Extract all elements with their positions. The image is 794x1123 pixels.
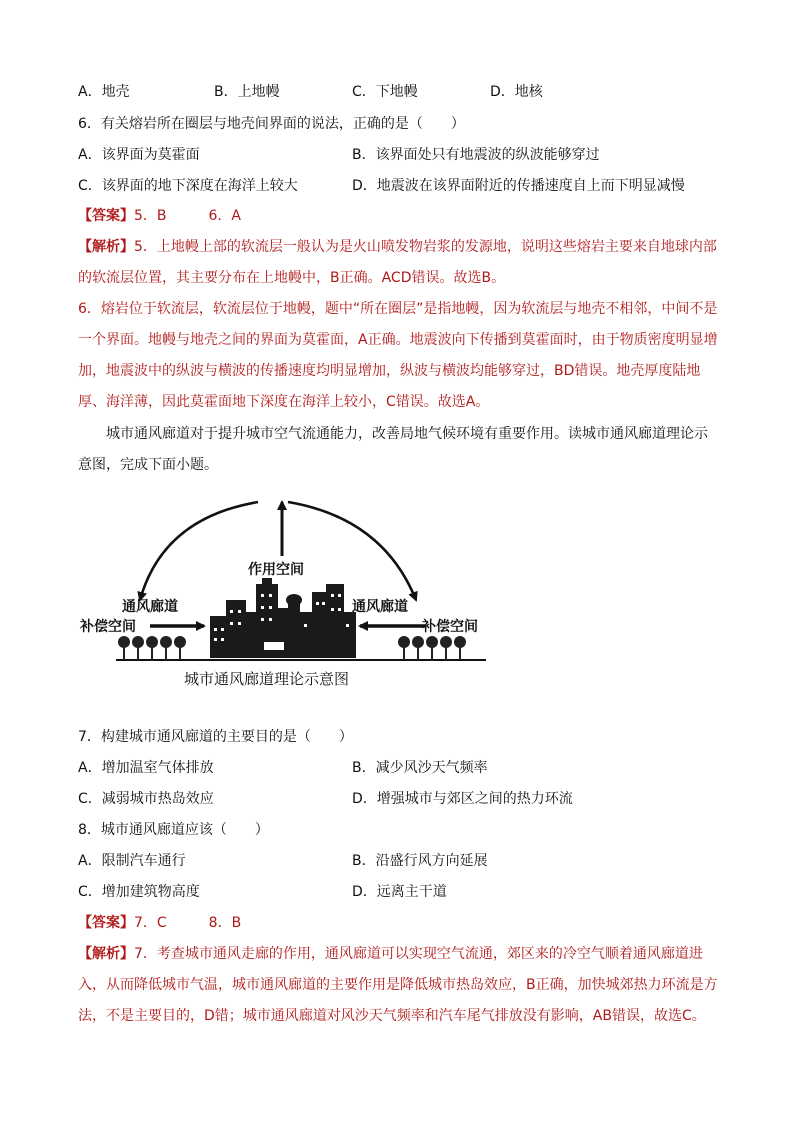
q8-option-c: C．增加建筑物高度	[78, 884, 200, 900]
answer-block-1	[78, 206, 241, 226]
answer-text: 7．C 8．B	[134, 915, 242, 931]
answer-label: 【答案】	[78, 208, 134, 224]
ventilation-corridor-diagram	[78, 488, 498, 698]
q7-option-b: B．减少风沙天气频率	[352, 760, 488, 776]
q6-stem: 6．有关熔岩所在圈层与地壳间界面的说法，正确的是（ ）	[78, 116, 465, 132]
q6-option-b: B．该界面处只有地震波的纵波能够穿过	[352, 147, 600, 163]
q4-option-a: A．地壳	[78, 84, 130, 100]
figure-caption: 城市通风廊道理论示意图	[184, 670, 350, 688]
analysis-5	[78, 232, 718, 294]
q7-stem: 7．构建城市通风廊道的主要目的是（ ）	[78, 729, 353, 745]
q4-option-b: B．上地幔	[214, 84, 280, 100]
answer-text: 5．B 6．A	[134, 208, 241, 224]
label-corridor-left: 通风廊道	[122, 599, 178, 615]
q8-stem: 8．城市通风廊道应该（ ）	[78, 822, 269, 838]
q6-option-c: C．该界面的地下深度在海洋上较大	[78, 178, 298, 194]
label-compensation-left: 补偿空间	[80, 619, 136, 635]
answer-block-2	[78, 913, 241, 933]
q6-option-a: A．该界面为莫霍面	[78, 147, 200, 163]
q7-option-a: A．增加温室气体排放	[78, 760, 214, 776]
label-action-space: 作用空间	[248, 562, 304, 578]
right-arc-arrow	[288, 502, 416, 600]
right-trees	[398, 636, 466, 660]
intro-text: 城市通风廊道对于提升城市空气流通能力，改善局地气候环境有重要作用。读城市通风廊道理论示意图，完成下面小题。	[78, 426, 708, 473]
q8-option-d: D．远离主干道	[352, 884, 447, 900]
label-compensation-right: 补偿空间	[422, 619, 478, 635]
q6-option-d: D．地震波在该界面附近的传播速度自上而下明显减慢	[352, 178, 685, 194]
left-arc-arrow	[140, 502, 258, 600]
analysis-label: 【解析】	[78, 239, 134, 255]
analysis-label: 【解析】	[78, 946, 134, 962]
q4-option-d: D．地核	[490, 84, 543, 100]
analysis-5-text: 5．上地幔上部的软流层一般认为是火山喷发物岩浆的发源地，说明这些熔岩主要来自地球内部的软流层位置，其主要分布在上地幔中，B正确。ACD错误。故选B。	[78, 239, 717, 286]
q4-option-c: C．下地幔	[352, 84, 418, 100]
analysis-6: 6．熔岩位于软流层，软流层位于地幔，题中“所在圈层”是指地幔，因为软流层与地壳不相邻，中间不是一个界面。地幔与地壳之间的界面为莫霍面，A正确。地震波向下传播到莫霍面时，由于物质密度明显增加，地震波中的纵波与横波的传播速度均明显增加，纵波与横波均能够穿过，BD错误。地壳厚度陆地厚、海洋薄，因此莫霍面地下深度在海洋上较小，C错误。故选A。	[78, 301, 718, 410]
q8-option-b: B．沿盛行风方向延展	[352, 853, 488, 869]
analysis-7	[78, 939, 718, 1032]
left-trees	[118, 636, 186, 660]
q7-option-c: C．减弱城市热岛效应	[78, 791, 214, 807]
analysis-7-text: 7．考查城市通风走廊的作用，通风廊道可以实现空气流通，郊区来的冷空气顺着通风廊道进入，从而降低城市气温，城市通风廊道的主要作用是降低城市热岛效应，B正确，加快城郊热力环流是方法，不是主要目的，D错；城市通风廊道对风沙天气频率和汽车尾气排放没有影响，AB错误，故选C。	[78, 946, 718, 1024]
q8-option-a: A．限制汽车通行	[78, 853, 186, 869]
label-corridor-right: 通风廊道	[352, 599, 408, 615]
q7-option-d: D．增强城市与郊区之间的热力环流	[352, 791, 573, 807]
answer-label: 【答案】	[78, 915, 134, 931]
